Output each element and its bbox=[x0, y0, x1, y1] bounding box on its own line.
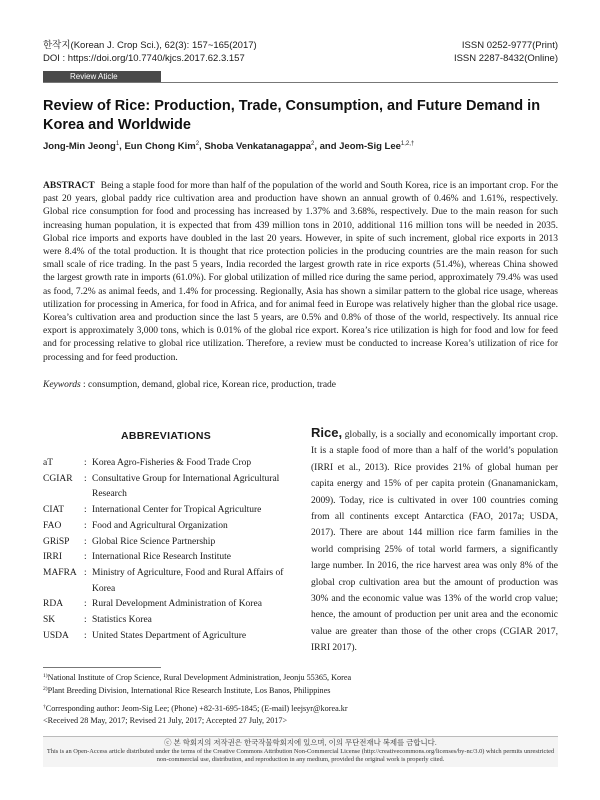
author-name: Shoba Venkatanagappa bbox=[204, 141, 311, 152]
abbreviation-item bbox=[43, 613, 289, 629]
abbreviation-separator: : bbox=[84, 630, 87, 641]
affiliation-mark: 1) bbox=[43, 673, 48, 679]
affiliation-2 bbox=[43, 684, 558, 697]
abbreviation-separator: : bbox=[84, 567, 87, 578]
corresponding-mark: † bbox=[43, 704, 46, 710]
introduction-text: globally, is a socially and economically important crop. It is a staple food of more than a half of the world’s population (IRRI et al., 2013). Rice provides 21% of global human per capita energy and 15% of per capita protein (Gnanamanickam, 2009). Today, rice is cultivated in over 100 countries coming from all continents except Antarctica (FAO, 2017a; USDA, 2017). There are about 144 million rice farm families in the world comprising 25% of total world farmers, a significantly large number. In 2016, the rice harvest area was only 8% of the global crop cultivation area but the amount of production was 30% and the economic value was 13% of the world crop value; hence, the amount of production per unit area and the economic value are greater than those of the other crops (CGIAR 2017, IRRI 2017). bbox=[311, 430, 558, 654]
abbreviation-item bbox=[43, 629, 289, 645]
copyright-notice: ⓒ 본 학회지의 저작권은 한국작물학회지에 있으며, 이의 무단전재나 복제를 금합니다. bbox=[164, 738, 437, 747]
abbreviation-item bbox=[43, 503, 289, 519]
abbreviation-key: GRiSP bbox=[43, 536, 70, 547]
author-name: Eun Chong Kim bbox=[124, 141, 196, 152]
keywords-text: : consumption, demand, global rice, Korean rice, production, trade bbox=[80, 380, 337, 390]
introduction-paragraph bbox=[311, 425, 558, 657]
author-affiliation-mark: 2 bbox=[195, 141, 200, 147]
affiliation-1 bbox=[43, 671, 558, 684]
author-affiliation-mark: 1 bbox=[115, 141, 120, 147]
abbreviation-item bbox=[43, 597, 289, 613]
abbreviation-separator: : bbox=[84, 536, 87, 547]
abbreviation-item bbox=[43, 456, 289, 472]
affiliation-mark: 2) bbox=[43, 685, 48, 692]
author-affiliation-mark: 1,2,† bbox=[400, 141, 415, 147]
abbreviation-separator: : bbox=[84, 505, 87, 516]
abbreviation-value: International Rice Research Institute bbox=[92, 552, 232, 563]
abbreviation-value: Global Rice Science Partnership bbox=[92, 536, 216, 547]
license-text: This is an Open-Access article distributed under the terms of the Creative Commons Attribution Non-Commercial License (http://creativecommons.org/licenses/by-nc/3.0) which permits unrestricted non-commercial use, distribution, and reproduction in any medium, provided the original work is properly cited. bbox=[46, 748, 555, 763]
header-rule bbox=[43, 82, 558, 83]
abbreviation-value: International Center for Tropical Agriculture bbox=[92, 505, 262, 516]
abstract-text: Being a staple food for more than half of the population of the world and South Korea, rice is an important crop. For the past 20 years, global paddy rice cultivation area and production have shown an annual growth of 0.46% and 1.61%, respectively. Global rice consumption for food and processing has increased by 1.37% and 3.68%, respectively. Due to the main reason for such increasing human population, it is expected that from 439 million tons in 2010, additional 116 million tons will be needed in 2035. Global rice imports and exports have doubled in the last 20 years. However, in spite of such increment, global rice exports in 2013 were 8.4% of the total production. It is thought that rice protection policies in the producing countries are the main reason for such small scale of rice trading. In the past 5 years, India recorded the largest growth rate in rice exports (51.4%), whereas China showed the largest growth rate in imports (61.0%). For global utilization of milled rice during the same period, approximately 79.4% was used as food, 7.2% as animal feeds, and 1.4% for processing. Regionally, Asia has shown a similar pattern to the global rice usage, whereas utilization for processing in America, for food in Africa, and for animal feed in Europe was relatively higher than the global rice usage. Korea’s cultivation area and production since the last 5 years, are 0.5% and 0.8% of those of the world, respectively. Its annual rice export is approximately 3,000 tons, which is 0.01% of the global rice export. Korea’s rice utilization is high for food and low for feed and for processing relative to global rice utilization. Therefore, a review must be conducted to increase Korea’s utilization of rice for processing and for feed production. bbox=[43, 181, 558, 363]
abbreviations-heading: ABBREVIATIONS bbox=[120, 430, 212, 442]
author-separator: , and bbox=[314, 141, 340, 152]
abbreviation-value: Rural Development Administration of Korea bbox=[92, 599, 262, 610]
keywords bbox=[43, 379, 558, 392]
abbreviation-separator: : bbox=[84, 552, 87, 563]
received-dates: <Received 28 May, 2017; Revised 21 July, 2017; Accepted 27 July, 2017> bbox=[43, 715, 288, 725]
abbreviation-separator: : bbox=[84, 615, 87, 626]
author-affiliation-mark: 2 bbox=[310, 141, 315, 147]
abbreviation-value: Statistics Korea bbox=[92, 615, 152, 626]
abbreviation-key: IRRI bbox=[43, 552, 62, 563]
abbreviation-key: aT bbox=[43, 458, 54, 468]
abbreviation-value: Korea Agro-Fisheries & Food Trade Crop bbox=[92, 458, 252, 468]
footnotes bbox=[43, 671, 558, 726]
abbreviation-key: MAFRA bbox=[43, 567, 77, 578]
affiliation-text: Plant Breeding Division, International Rice Research Institute, Los Banos, Philippines bbox=[47, 685, 331, 695]
abbreviation-key: CIAT bbox=[43, 505, 65, 516]
author-name: Jeom-Sig Lee bbox=[339, 141, 401, 152]
abbreviation-separator: : bbox=[84, 473, 87, 484]
abbreviation-item bbox=[43, 550, 289, 566]
corresponding-text: Corresponding author: Jeom-Sig Lee; (Phone) +82-31-695-1845; (E-mail) leejsyr@korea.kr bbox=[45, 704, 348, 713]
article-title: Review of Rice: Production, Trade, Consumption, and Future Demand in Korea and Worldwide bbox=[43, 98, 541, 133]
abbreviation-separator: : bbox=[84, 520, 87, 531]
lead-word: Rice, bbox=[311, 425, 343, 440]
abbreviation-separator: : bbox=[84, 599, 87, 610]
article-type-band: Review Aticle bbox=[43, 71, 161, 83]
abbreviation-key: SK bbox=[43, 615, 56, 626]
abbreviations-list bbox=[43, 456, 289, 644]
abbreviation-item bbox=[43, 519, 289, 535]
abbreviation-key: CGIAR bbox=[43, 473, 73, 484]
issn-block bbox=[454, 39, 558, 65]
abbreviation-item bbox=[43, 566, 289, 597]
doi-link[interactable]: DOI : https://doi.org/10.7740/kjcs.2017.62.3.157 bbox=[43, 53, 245, 64]
abbreviation-value: United States Department of Agriculture bbox=[92, 630, 247, 641]
abbreviation-value: Ministry of Agriculture, Food and Rural Affairs of Korea bbox=[92, 567, 284, 594]
author-name: Jong-Min Jeong bbox=[43, 141, 116, 152]
footnote-rule bbox=[43, 667, 161, 668]
journal-citation: 한작지(Korean J. Crop Sci.), 62(3): 157~165(2017) bbox=[43, 40, 257, 51]
corresponding-author bbox=[43, 702, 558, 715]
journal-header bbox=[43, 39, 257, 65]
affiliation-text: National Institute of Crop Science, Rural Development Administration, Jeonju 55365, Korea bbox=[47, 673, 352, 682]
abbreviation-value: Consultative Group for International Agricultural Research bbox=[92, 473, 280, 500]
abbreviation-value: Food and Agricultural Organization bbox=[92, 520, 228, 531]
issn-print: ISSN 0252-9777(Print) bbox=[461, 40, 558, 51]
keywords-label: Keywords bbox=[43, 380, 81, 390]
abstract bbox=[43, 180, 558, 365]
issn-online: ISSN 2287-8432(Online) bbox=[453, 53, 558, 64]
author-list bbox=[43, 138, 414, 153]
abbreviation-item bbox=[43, 535, 289, 551]
abbreviation-key: USDA bbox=[43, 630, 69, 641]
abbreviation-separator: : bbox=[84, 458, 87, 468]
abbreviation-key: FAO bbox=[43, 520, 62, 531]
abbreviation-item bbox=[43, 472, 289, 503]
abstract-label: ABSTRACT bbox=[43, 181, 95, 191]
abbreviation-key: RDA bbox=[43, 599, 64, 610]
author-separator: , bbox=[199, 141, 205, 152]
author-separator: , bbox=[119, 141, 125, 152]
